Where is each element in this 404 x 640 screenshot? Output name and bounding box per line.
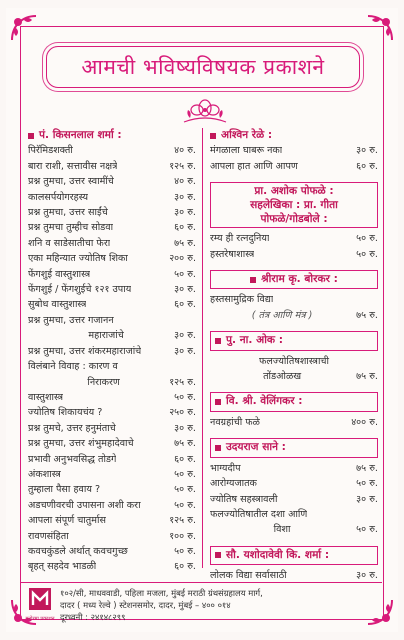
author-box <box>210 438 378 457</box>
heading-line: सहलेखिका : प्रा. गीता <box>250 199 338 212</box>
book-price: ३० रु. <box>174 207 196 219</box>
book-price: २०० रु. <box>169 253 196 265</box>
book-title: निराकरण <box>87 376 120 388</box>
list-item <box>28 513 196 528</box>
book-price: ५० रु. <box>174 268 196 280</box>
list-item <box>28 529 196 544</box>
book-price: ६० रु. <box>174 299 196 311</box>
list-item <box>210 159 378 174</box>
book-title: अंकशास्त्र <box>28 468 61 480</box>
book-price: ६० रु. <box>356 160 378 172</box>
book-list <box>210 292 378 307</box>
book-title: ज्योतिष शिकायचंय ? <box>28 407 103 419</box>
list-item <box>210 522 378 537</box>
book-price: ५० रु. <box>174 499 196 511</box>
list-item <box>28 220 196 235</box>
list-item <box>28 498 196 513</box>
book-price: ७५ रु. <box>356 371 378 383</box>
title-box <box>46 46 360 88</box>
right-column <box>210 128 378 584</box>
list-item <box>28 559 196 574</box>
author-heading: अश्विन रेळे : <box>210 128 378 143</box>
book-title: प्रश्न तुमचा, उत्तर स्वामींचे <box>28 176 114 188</box>
book-price: ५० रु. <box>356 233 378 245</box>
book-title: तोंडओळख <box>263 371 302 383</box>
phone-line: दूरध्वनी : २४१४८२९९ <box>60 612 126 622</box>
book-list <box>210 231 378 262</box>
author-heading: पं. किसनलाल शर्मा : <box>28 128 196 143</box>
page <box>6 8 398 632</box>
list-item <box>210 231 378 246</box>
book-title: प्रश्न तुमचा तुम्हीच सोडवा <box>28 222 114 234</box>
book-title: विलंबाने विवाह : कारण व <box>28 361 118 373</box>
list-item <box>28 297 196 312</box>
list-item <box>28 421 196 436</box>
book-title: पिरॅमिडशक्ती <box>28 145 73 157</box>
book-title: महाराजांचे <box>88 330 124 342</box>
list-item <box>28 328 196 343</box>
book-title: रम्य ही रत्नदुनिया <box>210 233 270 245</box>
book-price: ६० रु. <box>174 222 196 234</box>
book-price: ५० रु. <box>174 391 196 403</box>
book-price: १२५ रु. <box>169 160 196 172</box>
book-price: ७५ रु. <box>174 438 196 450</box>
list-item <box>28 359 196 374</box>
book-list <box>28 143 196 574</box>
bullet-square-icon <box>215 445 221 451</box>
list-item <box>28 344 196 359</box>
publisher-address <box>60 587 376 623</box>
left-column <box>28 128 196 575</box>
list-item <box>28 436 196 451</box>
book-price: ७५ रु. <box>356 462 378 474</box>
list-item <box>210 461 378 476</box>
book-title: कवचकुंडले अर्थात् कवचगुच्छ <box>28 545 128 557</box>
bullet-square-icon <box>28 133 34 139</box>
list-item <box>28 236 196 251</box>
author-heading: सौ. यशोदावेवी कि. शर्मा : <box>215 548 373 563</box>
book-title: मंगळाला घाबरू नका <box>210 145 283 157</box>
list-item <box>210 308 378 323</box>
book-price: ६० रु. <box>174 453 196 465</box>
heading-line: पोफळे/गोडबोले : <box>260 213 328 226</box>
book-price: ७५ रु. <box>356 309 378 321</box>
book-title: बृहत् सहदेव भाडळी <box>28 561 97 573</box>
publisher-footer <box>20 582 382 622</box>
book-list <box>210 415 378 430</box>
list-item <box>28 467 196 482</box>
publisher-logo-icon <box>28 587 52 615</box>
author-box <box>210 182 378 228</box>
book-title: फेंगशुई वास्तुशास्त्र <box>28 268 91 280</box>
list-item <box>28 267 196 282</box>
book-price: ४० रु. <box>174 145 196 157</box>
book-title: वास्तुशास्त्र <box>28 391 64 403</box>
bullet-square-icon <box>215 552 221 558</box>
book-title: बारा राशी, सत्तावीस नक्षत्रे <box>28 160 118 172</box>
list-item <box>28 390 196 405</box>
book-title: अडचणीवरची उपासना अशी करा <box>28 499 141 511</box>
author-box <box>210 331 378 350</box>
address-line: १०२/सी, माधववाडी, पहिला मजला, मुंबई मराठी ग्रंथसंग्रहालय मार्ग, <box>60 588 263 598</box>
book-title: रावणसंहिता <box>28 530 69 542</box>
list-item <box>210 143 378 158</box>
list-item <box>28 313 196 328</box>
book-price: ३० रु. <box>174 345 196 357</box>
book-price: १२५ रु. <box>169 515 196 527</box>
book-price: ३० रु. <box>356 493 378 505</box>
book-title: प्रभावी अनुभवसिद्ध तोडगे <box>28 453 117 465</box>
book-title: कालसर्पयोगरहस्य <box>28 191 89 203</box>
book-title: हस्तरेषाशास्त्र <box>210 248 255 260</box>
author-heading <box>215 184 373 226</box>
book-title: विशा <box>273 524 291 536</box>
bullet-square-icon <box>215 338 221 344</box>
book-price: ३० रु. <box>174 422 196 434</box>
book-price: ५० रु. <box>356 478 378 490</box>
list-item <box>28 544 196 559</box>
book-title: फलज्योतिषशास्त्राची <box>258 355 330 367</box>
book-title: नवग्रहांची फळे <box>210 416 260 428</box>
list-item <box>28 482 196 497</box>
book-price: ३० रु. <box>356 145 378 157</box>
book-price: १२५ रु. <box>169 376 196 388</box>
address-line: दादर ( मध्य रेल्वे ) स्टेशनसमोर, दादर, मुंबई – ४०० ०१४ <box>60 600 231 610</box>
list-item <box>28 405 196 420</box>
book-price: २५० रु. <box>169 407 196 419</box>
author-heading: वि. श्री. वेलिंगकर : <box>215 394 373 409</box>
author-box <box>210 546 378 565</box>
book-title: प्रश्न तुमचा, उत्तर गजानन <box>28 314 114 326</box>
publisher-logo-text: मनोरमा प्रकाशन <box>25 616 55 622</box>
book-price: ५० रु. <box>356 524 378 536</box>
book-title: ज्योतिष सहस्त्रावली <box>210 493 278 505</box>
book-price: ३० रु. <box>174 284 196 296</box>
list-item <box>28 205 196 220</box>
author-heading: उदयराज साने : <box>215 440 373 455</box>
corner-ornament-icon <box>8 12 40 44</box>
heading-line: प्रा. अशोक पोफळे : <box>254 185 334 198</box>
flower-ornament-icon <box>182 96 228 126</box>
book-title: लोलक विद्या सर्वासाठी <box>210 570 287 582</box>
book-price: ४० रु. <box>174 176 196 188</box>
list-item <box>210 507 378 522</box>
author-heading: श्रीराम कृ. बोरकर : <box>215 272 373 287</box>
list-item <box>28 282 196 297</box>
book-price: ४०० रु. <box>351 416 378 428</box>
author-box <box>210 270 378 289</box>
author-box <box>210 392 378 411</box>
corner-ornament-icon <box>364 12 396 44</box>
book-title: प्रश्न तुमचा, उत्तर शंकरमहाराजांचे <box>28 345 142 357</box>
book-title: प्रश्न तुमचा, उत्तर साईंचे <box>28 207 108 219</box>
book-price: ६० रु. <box>174 561 196 573</box>
list-item <box>210 292 378 307</box>
page-title: आमची भविष्यविषयक प्रकाशने <box>81 55 325 79</box>
book-title: प्रश्न तुमचा, उत्तर शंभुमहादेवाचे <box>28 438 134 450</box>
book-list <box>210 461 378 523</box>
book-title: तुम्हाला पैसा हवाय ? <box>28 484 101 496</box>
bullet-square-icon <box>210 133 216 139</box>
book-price: ३० रु. <box>174 191 196 203</box>
book-price: ५० रु. <box>174 468 196 480</box>
list-item <box>210 247 378 262</box>
book-subtitle: ( तंत्र आणि मंत्र ) <box>251 309 313 321</box>
list-item <box>28 251 196 266</box>
book-price: ७५ रु. <box>174 237 196 249</box>
column-divider <box>202 128 203 568</box>
list-item <box>28 375 196 390</box>
list-item <box>210 415 378 430</box>
book-title: फेंगशुई / फेंगशुईचे १२१ उपाय <box>28 284 132 296</box>
list-item <box>28 452 196 467</box>
book-title: भाग्यदीप <box>210 462 241 474</box>
author-heading: पु. ना. ओक : <box>215 333 373 348</box>
bullet-square-icon <box>215 399 221 405</box>
list-item <box>210 476 378 491</box>
book-price: ३० रु. <box>356 570 378 582</box>
book-price: ५० रु. <box>174 484 196 496</box>
list-item <box>28 143 196 158</box>
book-price: ३० रु. <box>174 330 196 342</box>
list-item <box>210 492 378 507</box>
book-list <box>210 143 378 174</box>
list-item <box>28 190 196 205</box>
book-title: आपला हात आणि आपण <box>210 160 298 172</box>
book-price: १०० रु. <box>169 530 196 542</box>
book-title: आरोग्यजातक <box>210 478 257 490</box>
list-item <box>28 174 196 189</box>
book-price: ५० रु. <box>174 545 196 557</box>
book-price: ५० रु. <box>356 248 378 260</box>
list-item <box>28 159 196 174</box>
book-title: आपला संपूर्ण चातुर्मास <box>28 515 106 527</box>
book-title: सुबोध वास्तुशास्त्र <box>28 299 87 311</box>
book-title: प्रश्न तुमचे, उत्तर हनुमंताचे <box>28 422 116 434</box>
bullet-square-icon <box>250 277 256 283</box>
list-item <box>210 369 378 384</box>
book-title: एका महिन्यात ज्योतिष शिका <box>28 253 128 265</box>
book-title: हस्तसामुद्रिक विद्या <box>210 294 274 306</box>
book-title: फलज्योतिषातील दशा आणि <box>210 508 308 520</box>
book-title: शनि व साडेसातीचा फेरा <box>28 237 111 249</box>
